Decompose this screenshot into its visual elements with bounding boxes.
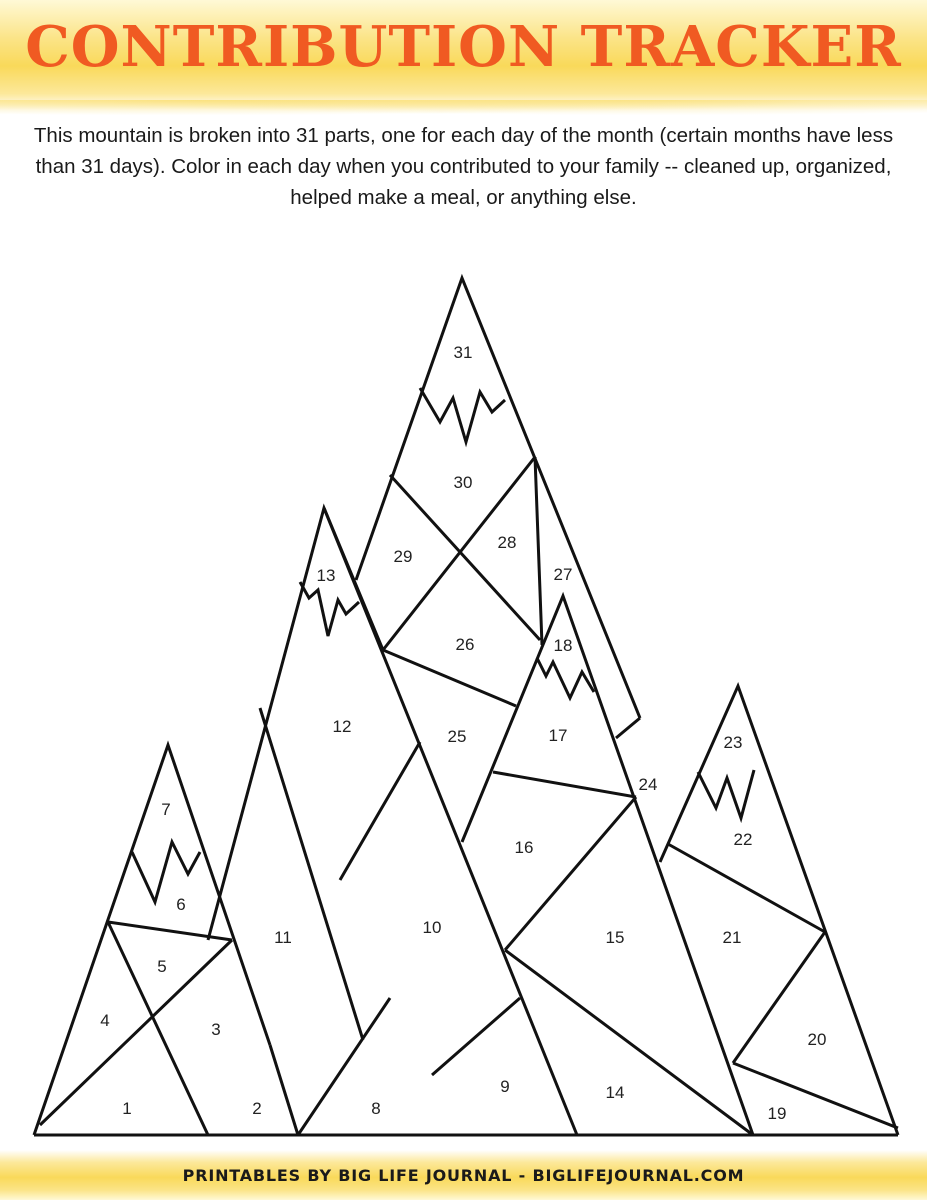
mountain-13-outline (208, 508, 383, 940)
day-30-label: 30 (453, 473, 473, 492)
snow-cap-23 (698, 770, 754, 818)
main-peak-outline (356, 278, 640, 718)
snow-cap-7 (132, 842, 200, 902)
day-5-label: 5 (157, 957, 167, 976)
day-21-label: 21 (722, 928, 742, 947)
day-26-label: 26 (455, 635, 475, 654)
left-mountain-outline (34, 745, 270, 1135)
day-14-label: 14 (605, 1083, 625, 1102)
day-24-label: 24 (638, 775, 658, 794)
snow-cap-31 (420, 388, 505, 442)
day-15-label: 15 (605, 928, 625, 947)
footer-credit: PRINTABLES BY BIG LIFE JOURNAL - BIGLIFEJOURNAL.COM (182, 1166, 745, 1185)
day-18-label: 18 (553, 636, 573, 655)
day-1-label: 1 (122, 1099, 132, 1118)
day-9-label: 9 (500, 1077, 510, 1096)
day-6-label: 6 (176, 895, 186, 914)
day-16-label: 16 (514, 838, 534, 857)
snow-cap-13 (300, 582, 359, 636)
day-13-label: 13 (316, 566, 336, 585)
day-31-label: 31 (453, 343, 473, 362)
day-4-label: 4 (100, 1011, 110, 1030)
day-17-label: 17 (548, 726, 568, 745)
divider-lines (34, 457, 898, 1135)
day-19-label: 19 (767, 1104, 787, 1123)
day-23-label: 23 (723, 733, 743, 752)
page-title: CONTRIBUTION TRACKER (25, 14, 902, 80)
day-3-label: 3 (211, 1020, 221, 1039)
mountain-23-outline (660, 686, 898, 1135)
day-10-label: 10 (422, 918, 442, 937)
day-25-label: 25 (447, 727, 467, 746)
day-12-label: 12 (332, 717, 352, 736)
day-27-label: 27 (553, 565, 573, 584)
day-29-label: 29 (393, 547, 413, 566)
day-20-label: 20 (807, 1030, 827, 1049)
day-2-label: 2 (252, 1099, 262, 1118)
day-11-label: 11 (274, 928, 292, 947)
day-7-label: 7 (161, 800, 171, 819)
instructions-text: This mountain is broken into 31 parts, one for each day of the month (certain months have less than 31 days). Color in each day when you contributed to your family -- cleaned up, organized, helped make a meal, or anything else. (33, 124, 894, 209)
day-8-label: 8 (371, 1099, 381, 1118)
day-28-label: 28 (497, 533, 517, 552)
day-22-label: 22 (733, 830, 753, 849)
